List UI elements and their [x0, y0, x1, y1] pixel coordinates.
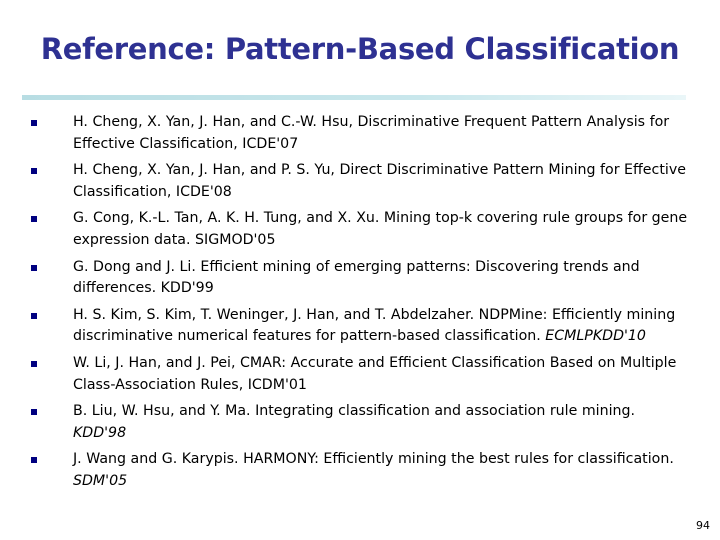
reference-item	[0, 160, 720, 203]
square-bullet-icon	[31, 457, 37, 463]
square-bullet-icon	[31, 361, 37, 367]
reference-text: G. Dong and J. Li. Efficient mining of emerging patterns: Discovering trends and differences. KDD'99	[73, 258, 640, 297]
reference-venue: ECMLPKDD'10	[545, 328, 646, 345]
reference-item	[0, 257, 720, 300]
square-bullet-icon	[31, 216, 37, 222]
reference-list	[0, 112, 720, 498]
square-bullet-icon	[31, 120, 37, 126]
reference-item	[0, 401, 720, 444]
square-bullet-icon	[31, 265, 37, 271]
reference-text: B. Liu, W. Hsu, and Y. Ma. Integrating classification and association rule mining.	[73, 403, 636, 420]
title-divider	[22, 95, 686, 100]
square-bullet-icon	[31, 313, 37, 319]
reference-item	[0, 449, 720, 492]
square-bullet-icon	[31, 168, 37, 174]
reference-item	[0, 208, 720, 251]
square-bullet-icon	[31, 409, 37, 415]
reference-item	[0, 353, 720, 396]
slide-title: Reference: Pattern-Based Classification	[40, 32, 680, 66]
reference-text: H. Cheng, X. Yan, J. Han, and P. S. Yu, Direct Discriminative Pattern Mining for Effective Classification, ICDE'08	[73, 162, 686, 200]
reference-venue: KDD'98	[73, 424, 127, 441]
page-number: 94	[696, 519, 710, 532]
reference-text: W. Li, J. Han, and J. Pei, CMAR: Accurate and Efficient Classification Based on Multiple Class-Association Rules, ICDM'01	[73, 354, 677, 393]
reference-text: J. Wang and G. Karypis. HARMONY: Efficiently mining the best rules for classification.	[73, 451, 674, 468]
reference-item	[0, 305, 720, 348]
reference-item	[0, 112, 720, 155]
reference-text: G. Cong, K.-L. Tan, A. K. H. Tung, and X. Xu. Mining top-k covering rule groups for gene expression data. SIGMOD'05	[73, 210, 688, 248]
reference-text: H. Cheng, X. Yan, J. Han, and C.-W. Hsu, Discriminative Frequent Pattern Analysis for Effective Classification, ICDE'07	[73, 114, 670, 152]
reference-text: H. S. Kim, S. Kim, T. Weninger, J. Han, and T. Abdelzaher. NDPMine: Efficiently mining discriminative numerical features for pattern-based classification.	[73, 306, 676, 345]
reference-venue: SDM'05	[73, 472, 128, 489]
